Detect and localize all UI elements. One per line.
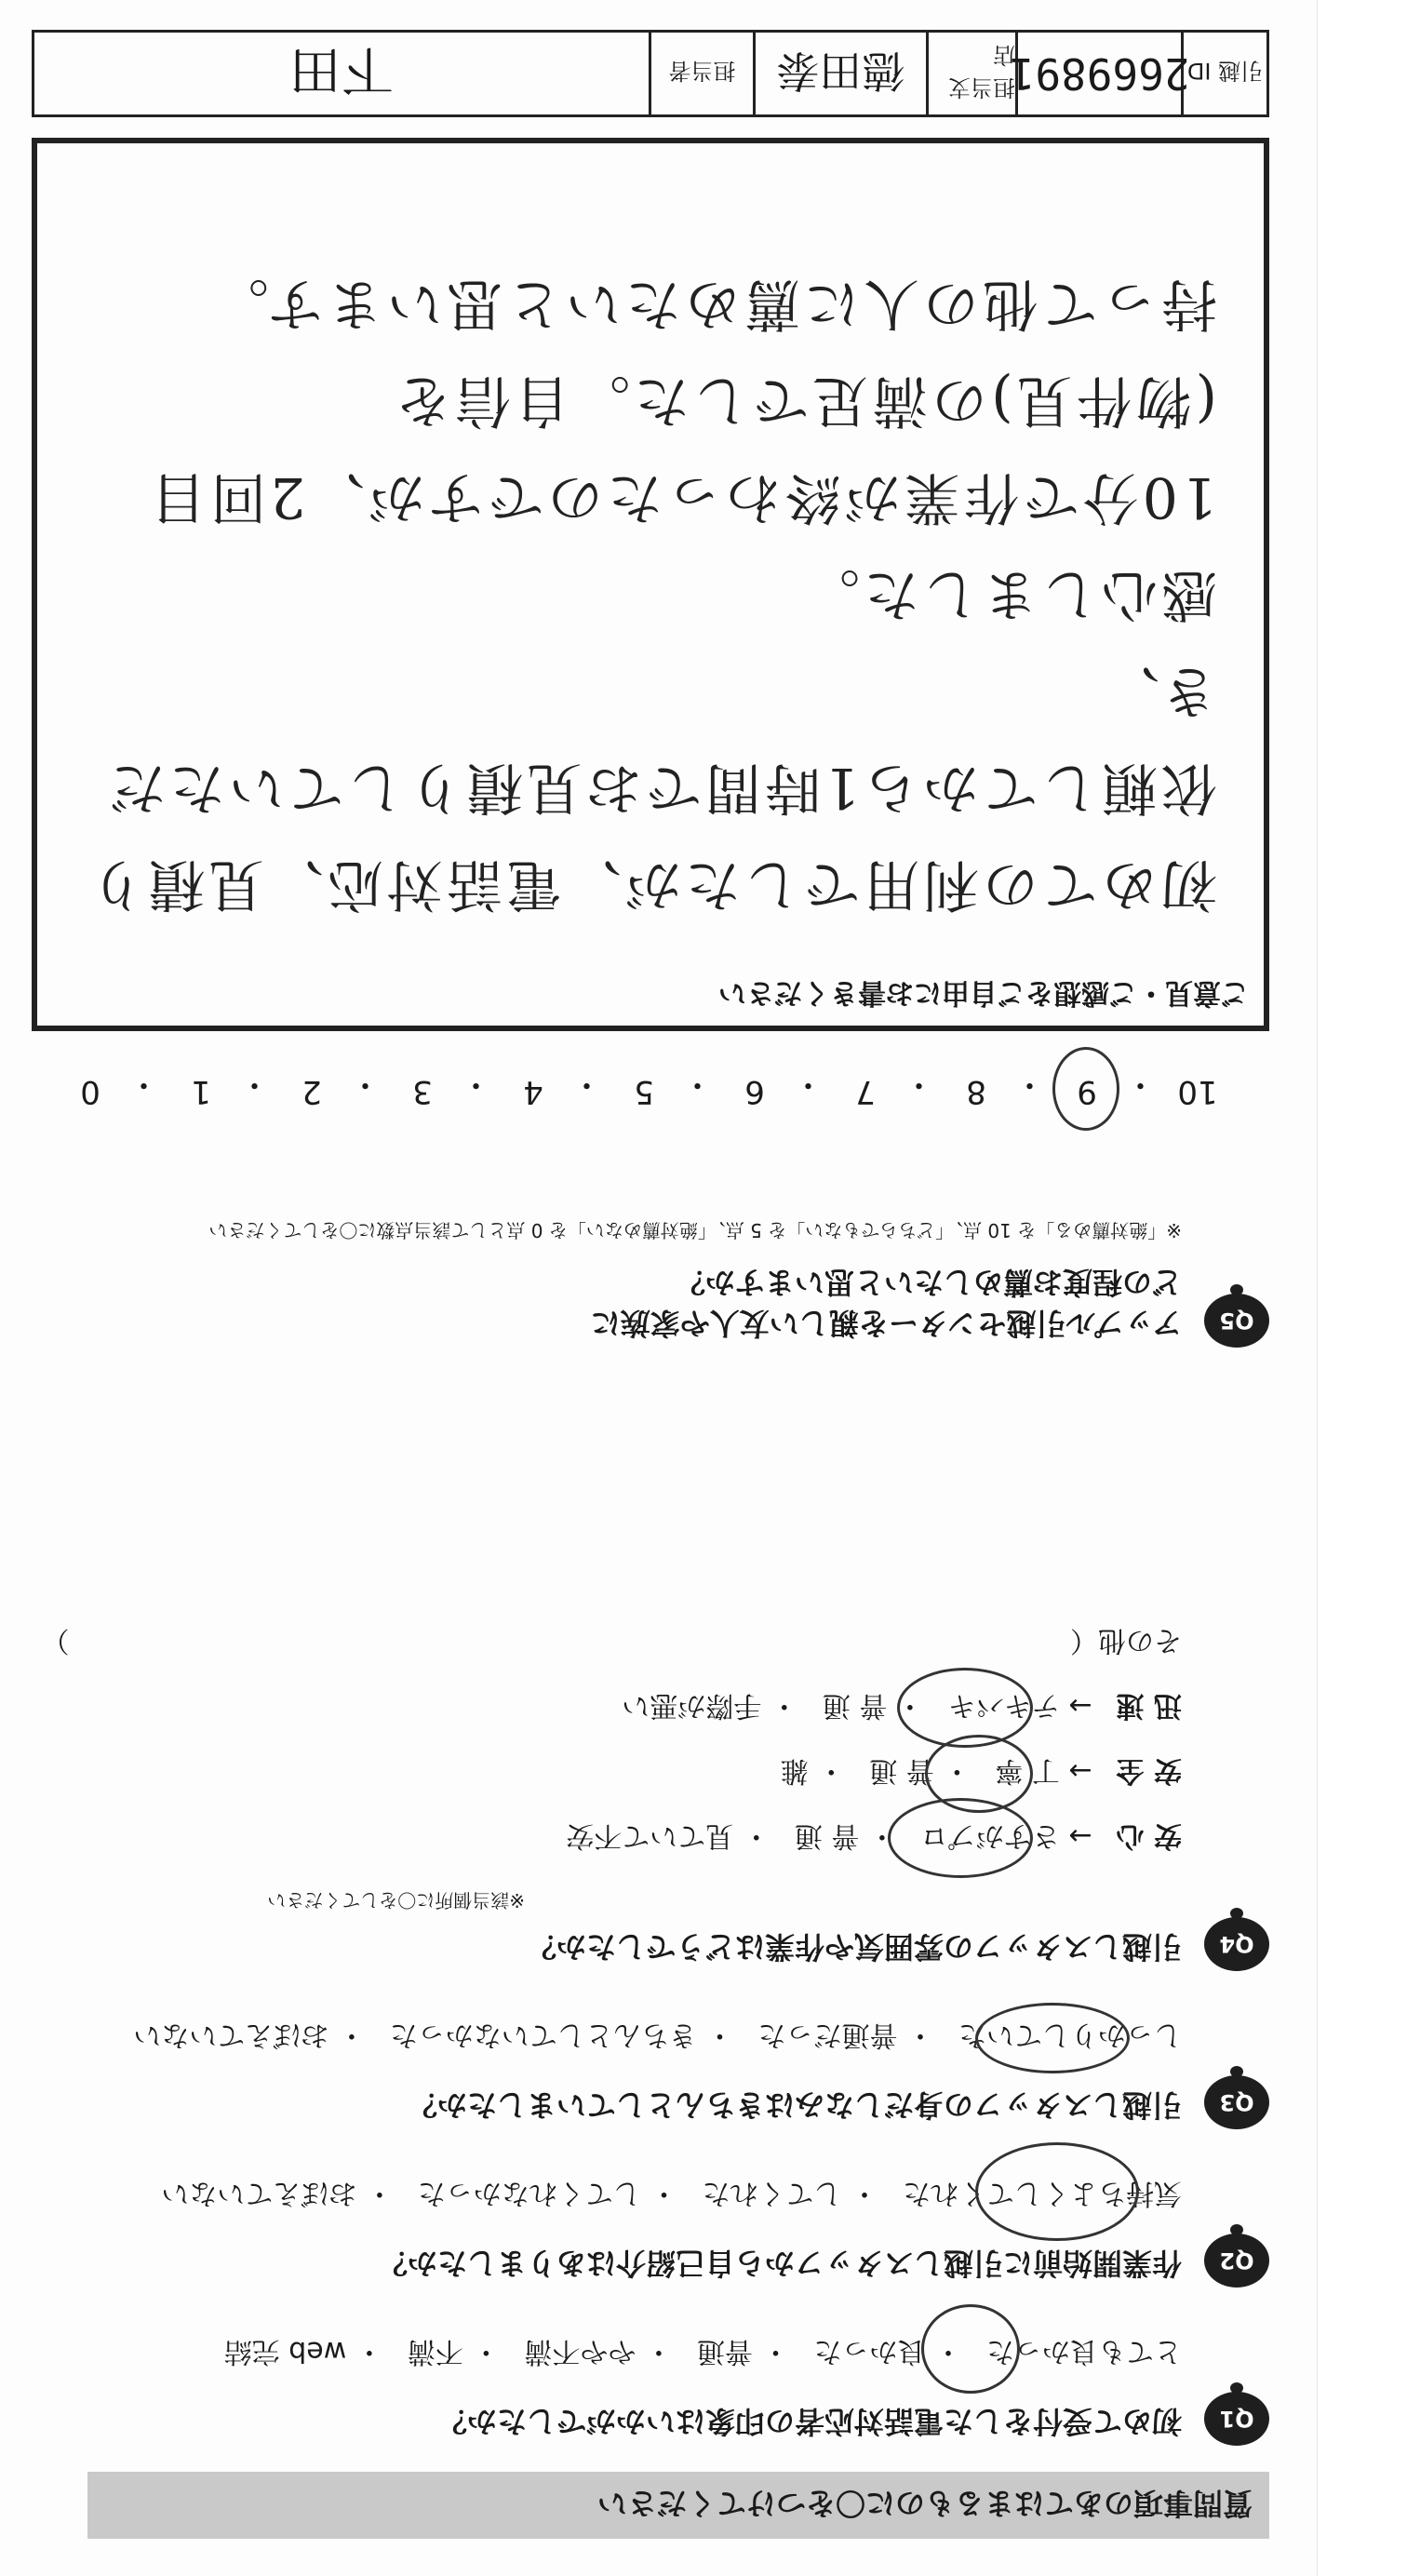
- question-q5: [41, 1161, 1269, 1348]
- question-q1: [41, 2325, 1269, 2446]
- q2-option[interactable]: してくれた: [702, 2177, 842, 2209]
- q4-option[interactable]: 見ていて不安: [566, 1819, 734, 1852]
- info-table: [32, 30, 1269, 117]
- instruction-text: 質問事項のあてはまるものに〇をつけてください: [596, 2486, 1253, 2521]
- q4-row-label: 安 心: [1116, 1819, 1182, 1852]
- handwritten-comment: 初めての利用でしたが、電話対応、見積り 依頼してから1時間でお見積りしていただき、 感心しました。 10分で作業が終わったのですが、2回目 (物件見)の満足でした。自信を 持って他の人に薦めたいと思います。: [86, 271, 1217, 917]
- scale-9[interactable]: 9: [1054, 1065, 1119, 1110]
- q4-badge: Q4: [1204, 1917, 1269, 1971]
- scale-8[interactable]: 8: [966, 1073, 986, 1110]
- speech-bubble-tail-icon: [1230, 2224, 1243, 2235]
- q1-badge: Q1: [1204, 2392, 1269, 2446]
- q2-text: 作業開始前に引越しスタッフから自己紹介はありましたか？: [377, 2246, 1182, 2281]
- comment-title: ご意見・ご感想をご自由にお書きください: [718, 976, 1249, 1009]
- branch-label: 担当支店: [926, 33, 1015, 114]
- question-q2: [41, 2167, 1269, 2288]
- q1-text: 初めて受付をした電話対応者の印象はいかがでしたか？: [436, 2404, 1182, 2439]
- branch-signature: 德田泰: [753, 33, 926, 114]
- q1-options: とても良かった・ 良かった・ 普通・ やや不満・ 不満・ web 完結: [200, 2334, 1182, 2375]
- q4-row-label: 迅 速: [1116, 1689, 1182, 1722]
- q1-answer-circle: [921, 2304, 1020, 2394]
- id-label: 引越 ID: [1181, 33, 1266, 114]
- speech-bubble-tail-icon: [1230, 2066, 1243, 2077]
- q1-option[interactable]: 良かった: [813, 2335, 926, 2368]
- scale-4[interactable]: 4: [523, 1073, 543, 1110]
- q2-option[interactable]: 気持ちよくしてくれた: [903, 2177, 1182, 2209]
- staff-signature: 下田: [289, 39, 394, 100]
- q5-note: ※「絶対薦める」を 10 点、「どちらでもない」を 5 点、「絶対薦めない」を 0 点として該当点数に〇をしてください: [208, 1219, 1182, 1241]
- scan-margin: [1317, 0, 1407, 2576]
- q4-option[interactable]: 普 通: [822, 1689, 888, 1722]
- q3-option[interactable]: 普通だった: [757, 2019, 898, 2051]
- staff-label: 担当者: [649, 33, 753, 114]
- scale-3[interactable]: 3: [412, 1073, 433, 1110]
- q4-row-anzen: 安 全→ 丁 寧・ 普 通・ 雑: [757, 1753, 1182, 1794]
- scale-10[interactable]: 10: [1177, 1073, 1218, 1110]
- q4-option[interactable]: 普 通: [869, 1754, 934, 1787]
- q1-option[interactable]: 不満: [407, 2335, 463, 2368]
- speech-bubble-tail-icon: [1230, 1908, 1243, 1919]
- q4-row-jinsoku: 迅 速→ テキパキ・ 普 通・ 手際が悪い: [597, 1688, 1182, 1729]
- q4-other: [17, 1623, 1182, 1664]
- q1-option[interactable]: とても良かった: [986, 2335, 1182, 2368]
- q4-note: ※該当個所に〇をしてください: [267, 1889, 525, 1912]
- q2-answer-circle: [975, 2142, 1139, 2241]
- q3-badge: Q3: [1204, 2075, 1269, 2129]
- scale-7[interactable]: 7: [855, 1073, 876, 1110]
- q4-option[interactable]: 普 通: [794, 1819, 860, 1852]
- q3-option[interactable]: しっかりしていた: [958, 2019, 1182, 2051]
- q4-option[interactable]: 雑: [780, 1754, 809, 1787]
- q4-row-label: 安 全: [1116, 1754, 1182, 1787]
- q2-options: 気持ちよくしてくれた・ してくれた・ してくれなかった・ おぼえていない: [137, 2176, 1182, 2217]
- q3-option[interactable]: おぼえていない: [133, 2019, 329, 2051]
- q2-option[interactable]: おぼえていない: [161, 2177, 357, 2209]
- q5-text: アップル引越センターを親しい友人や家族に どの程度お薦めしたいと思いますか？: [590, 1265, 1182, 1341]
- q4-option[interactable]: テキパキ: [947, 1689, 1060, 1722]
- scale-5[interactable]: 5: [634, 1073, 654, 1110]
- rating-scale: 10 ・ 9 ・ 8 ・ 7 ・ 6 ・ 5 ・ 4 ・ 3 ・ 2 ・ 1 ・ 0: [58, 1065, 1230, 1110]
- q3-answer-circle: [975, 2003, 1130, 2073]
- q3-option[interactable]: きちんとしていなかった: [389, 2019, 697, 2051]
- scale-0[interactable]: 0: [80, 1073, 100, 1110]
- q4-text: 引越しスタッフの雰囲気や作業はどうでしたか？: [526, 1929, 1182, 1965]
- q1-option[interactable]: web 完結: [223, 2335, 347, 2368]
- id-value: 2669891: [1015, 33, 1181, 114]
- q1-option[interactable]: やや不満: [524, 2335, 636, 2368]
- question-q4: [41, 1617, 1269, 1971]
- q1-option[interactable]: 普通: [696, 2335, 753, 2368]
- question-q3: [41, 2008, 1269, 2129]
- q4-option[interactable]: 丁 寧: [995, 1754, 1060, 1787]
- q5-badge: Q5: [1204, 1294, 1269, 1348]
- q4-option[interactable]: 手際が悪い: [622, 1689, 762, 1722]
- scale-2[interactable]: 2: [302, 1073, 322, 1110]
- scale-answer-circle: [1052, 1047, 1119, 1131]
- q4-option[interactable]: さすがプロ: [919, 1819, 1060, 1852]
- speech-bubble-tail-icon: [1230, 1284, 1243, 1295]
- instruction-band: [87, 2472, 1269, 2539]
- q2-badge: Q2: [1204, 2234, 1269, 2288]
- q3-text: 引越しスタッフの身だしなみはきちんとしていましたか？: [407, 2087, 1182, 2123]
- q4-jinsoku-circle: [897, 1668, 1033, 1748]
- comment-box[interactable]: [32, 138, 1269, 1031]
- scale-6[interactable]: 6: [744, 1073, 765, 1110]
- speech-bubble-tail-icon: [1230, 2382, 1243, 2394]
- q4-row-anshin: 安 心→ さすがプロ・ 普 通・ 見ていて不安: [542, 1818, 1182, 1859]
- q2-option[interactable]: してくれなかった: [417, 2177, 641, 2209]
- q3-options: しっかりしていた・ 普通だった・ きちんとしていなかった・ おぼえていない: [109, 2018, 1182, 2059]
- q4-other-close: ）: [41, 1624, 70, 1657]
- scale-1[interactable]: 1: [191, 1073, 211, 1110]
- q4-other-label: その他（: [1070, 1624, 1182, 1657]
